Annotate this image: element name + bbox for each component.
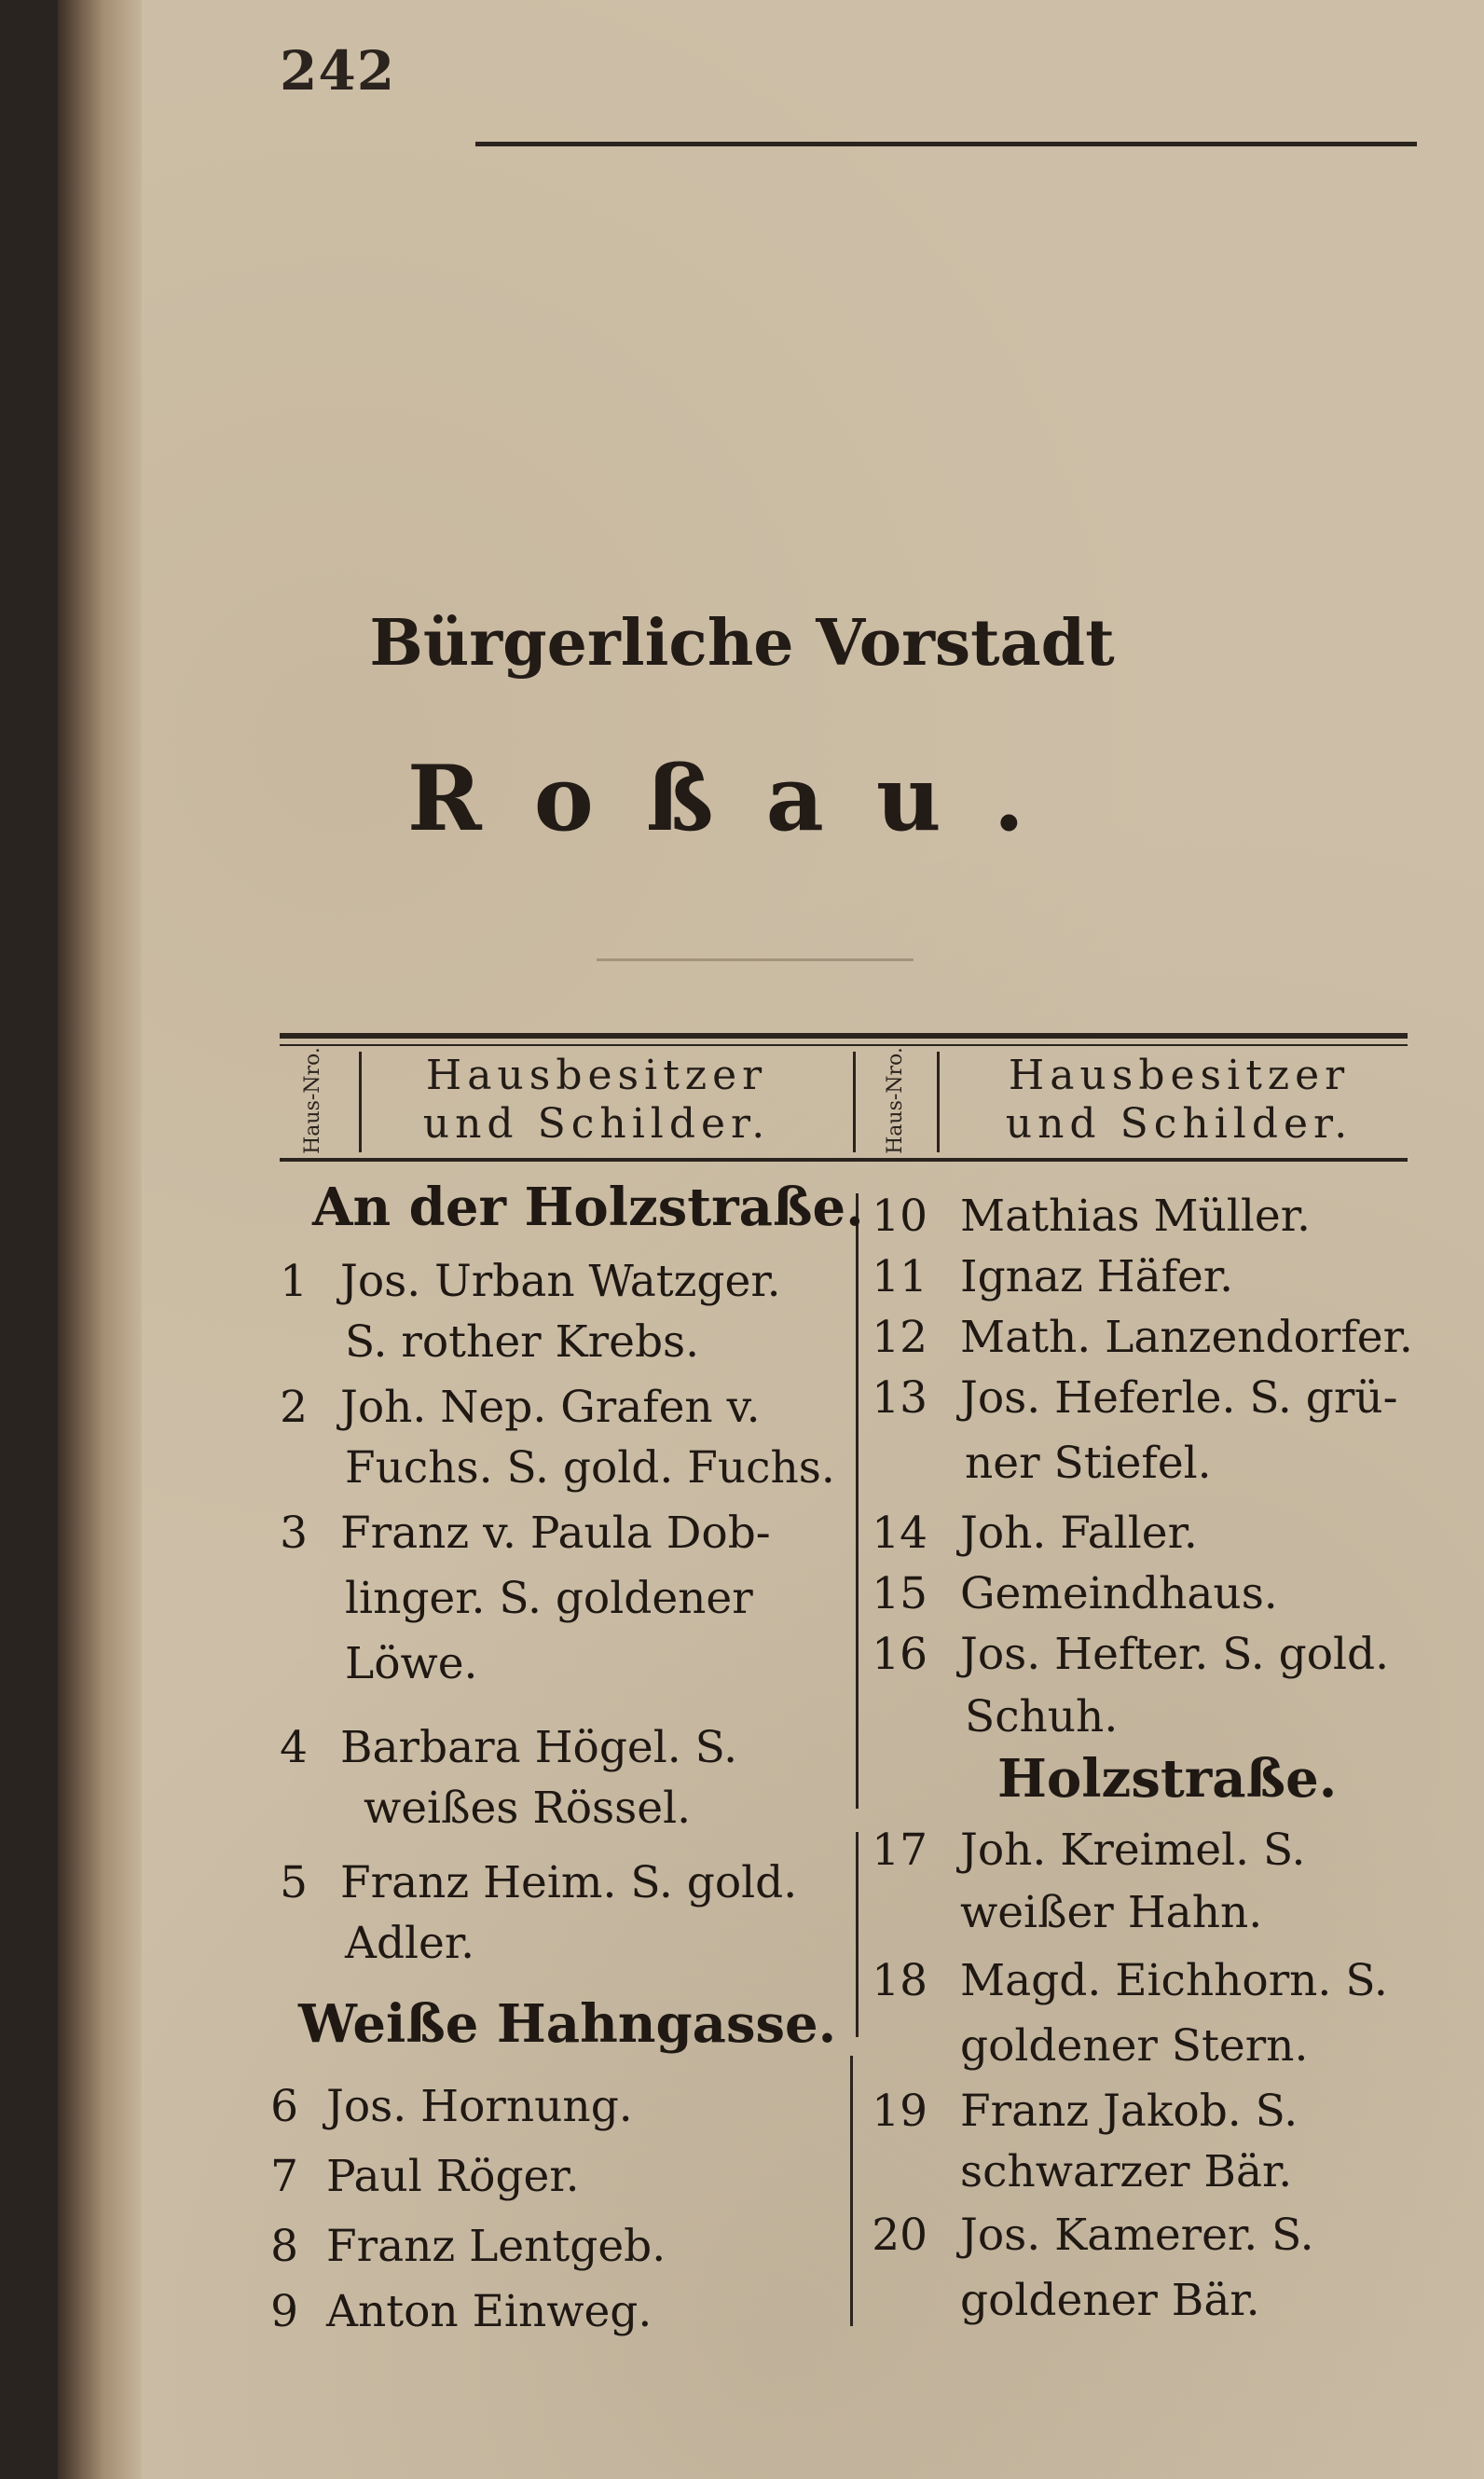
street-heading: Holzstraße. [997,1748,1338,1810]
page-stack-edges [58,0,142,2479]
header-divider [937,1052,940,1152]
house-number-header-left: Haus-Nro. [300,1046,324,1154]
column-divider [850,2056,853,2326]
page-title: Roßau. [406,746,1078,851]
page-number: 242 [280,39,396,103]
street-heading: Weiße Hahngasse. [298,1993,837,2055]
table-header-rule-top [280,1033,1408,1039]
street-heading: An der Holzstraße. [312,1177,864,1238]
table-header-rule-bottom [280,1158,1408,1162]
header-rule [475,142,1417,146]
header-divider [853,1052,856,1152]
column-divider [856,1193,859,1809]
decorative-rule [597,958,914,961]
header-divider [359,1052,362,1152]
owner-header-right: Hausbesitzer und Schilder. [1005,1052,1353,1148]
table-header-rule-top-thin [280,1044,1408,1046]
subtitle: Bürgerliche Vorstadt [369,606,1115,681]
column-divider [856,1832,859,2037]
house-number-header-right: Haus-Nro. [883,1046,907,1154]
owner-header-left: Hausbesitzer und Schilder. [422,1052,771,1148]
